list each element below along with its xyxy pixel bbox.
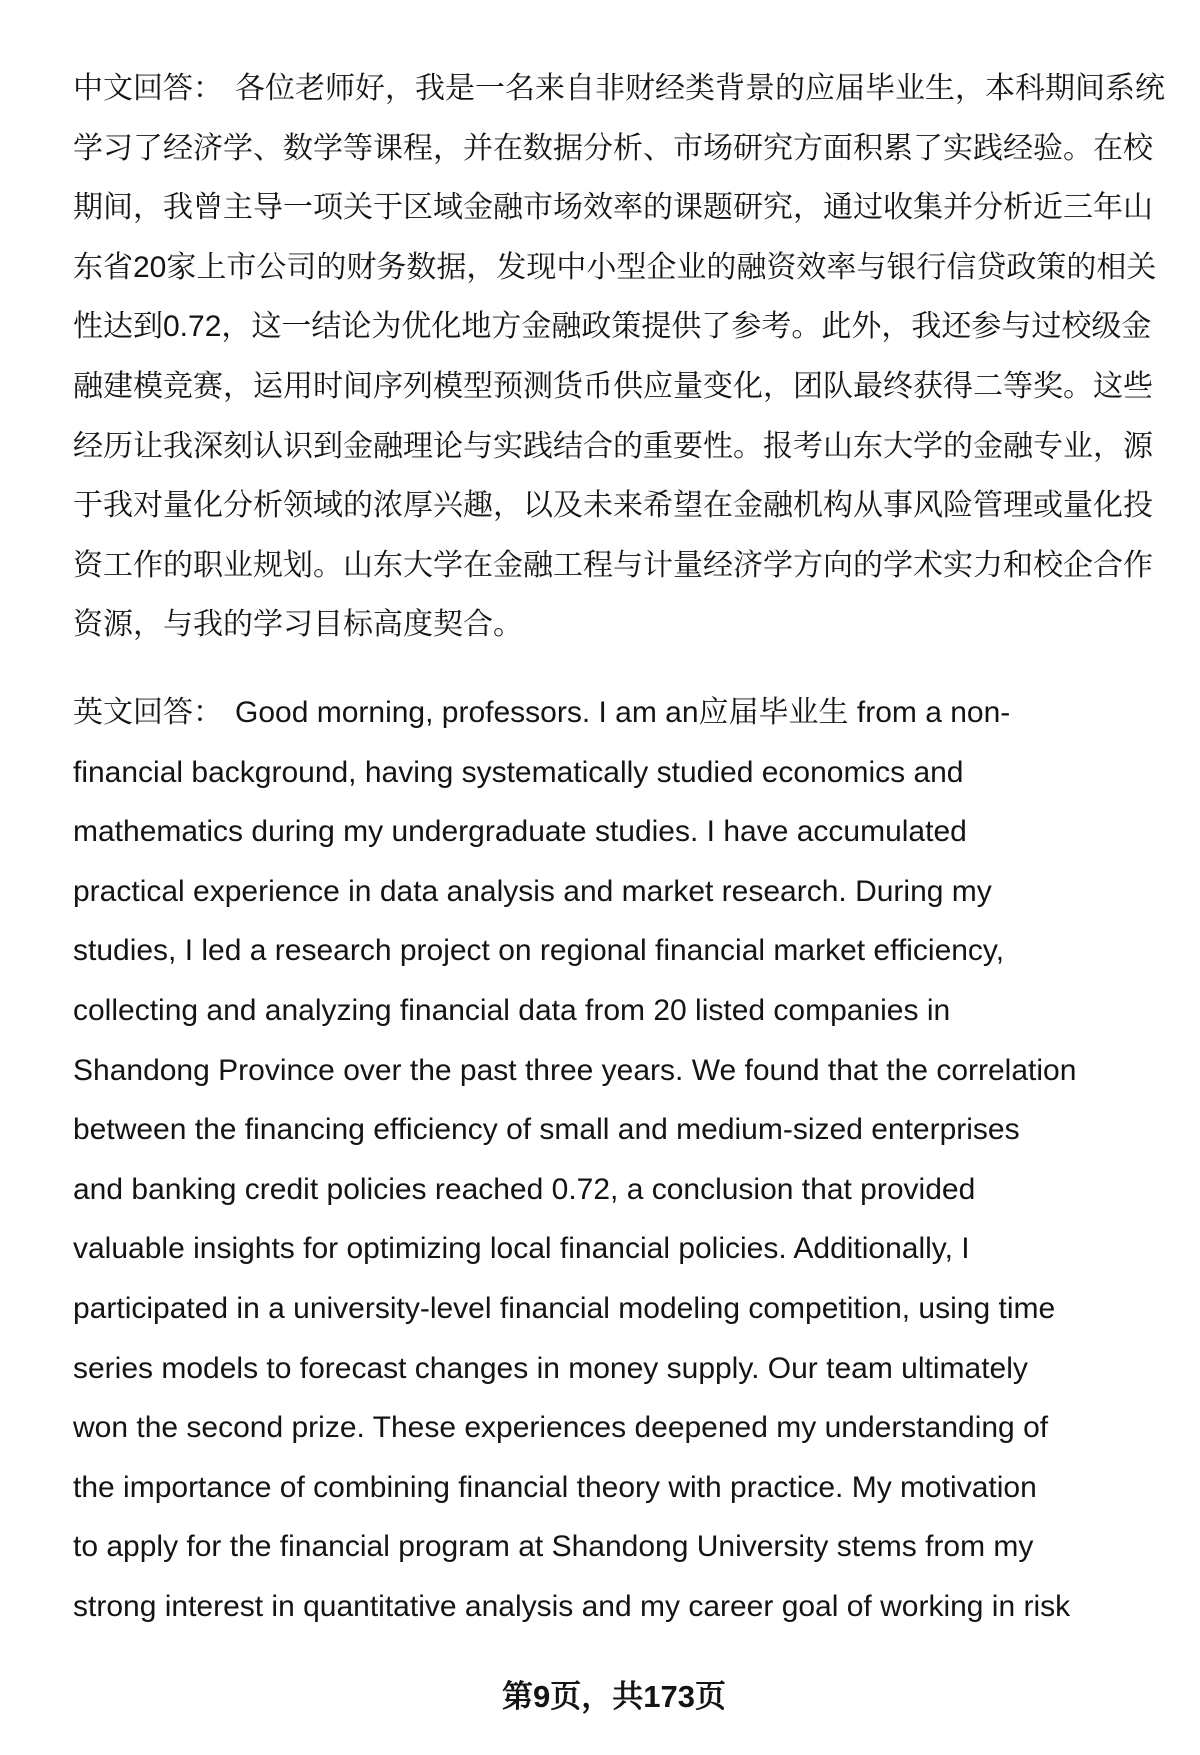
text-line: between the financing efficiency of small and medium-sized enterprises [73,1113,1020,1147]
text-line: financial background, having systematically studied economics and [73,755,964,789]
text-line [73,683,1173,743]
text-line [73,59,1173,119]
text-line: to apply for the financial program at Shandong University stems from my [73,1530,1034,1564]
text-line: valuable insights for optimizing local financial policies. Additionally, I [73,1232,970,1266]
text-line: 东省20家上市公司的财务数据，发现中小型企业的融资效率与银行信贷政策的相关 [73,250,1157,284]
page-number: 第9页，共173页 [502,1679,726,1714]
english-answer-paragraph [73,683,1173,1637]
text-line: 资源，与我的学习目标高度契合。 [73,608,523,642]
text-line: studies, I led a research project on regional financial market efficiency, [73,934,1005,968]
text-line: 资工作的职业规划。山东大学在金融工程与计量经济学方向的学术实力和校企合作 [73,548,1153,582]
text-line: the importance of combining financial theory with practice. My motivation [73,1470,1037,1504]
text-line: Shandong Province over the past three years. We found that the correlation [73,1053,1077,1087]
chinese-answer-paragraph [73,59,1173,655]
text-line: series models to forecast changes in money supply. Our team ultimately [73,1351,1028,1385]
text-line-content: Good morning, professors. I am an应届毕业生 from a non- [235,696,1011,729]
text-line: 融建模竞赛，运用时间序列模型预测货币供应量变化，团队最终获得二等奖。这些 [73,369,1153,403]
text-line: 期间，我曾主导一项关于区域金融市场效率的课题研究，通过收集并分析近三年山 [73,191,1153,225]
text-line: 于我对量化分析领域的浓厚兴趣，以及未来希望在金融机构从事风险管理或量化投 [73,489,1153,523]
text-line: won the second prize. These experiences deepened my understanding of [73,1411,1049,1445]
text-line: and banking credit policies reached 0.72, a conclusion that provided [73,1172,976,1206]
text-line: 学习了经济学、数学等课程，并在数据分析、市场研究方面积累了实践经验。在校 [73,131,1153,165]
english-answer-label: 英文回答： [73,696,223,729]
text-line: participated in a university-level financial modeling competition, using time [73,1291,1056,1325]
text-line: mathematics during my undergraduate studies. I have accumulated [73,815,967,849]
text-line: 经历让我深刻认识到金融理论与实践结合的重要性。报考山东大学的金融专业，源 [73,429,1153,463]
text-line: collecting and analyzing financial data from 20 listed companies in [73,993,951,1027]
text-line: practical experience in data analysis and market research. During my [73,874,992,908]
text-line: strong interest in quantitative analysis and my career goal of working in risk [73,1589,1071,1623]
text-line-content: 各位老师好，我是一名来自非财经类背景的应届毕业生，本科期间系统 [235,72,1165,105]
text-line: 性达到0.72，这一结论为优化地方金融政策提供了参考。此外，我还参与过校级金 [73,310,1152,344]
chinese-answer-label: 中文回答： [73,72,223,105]
